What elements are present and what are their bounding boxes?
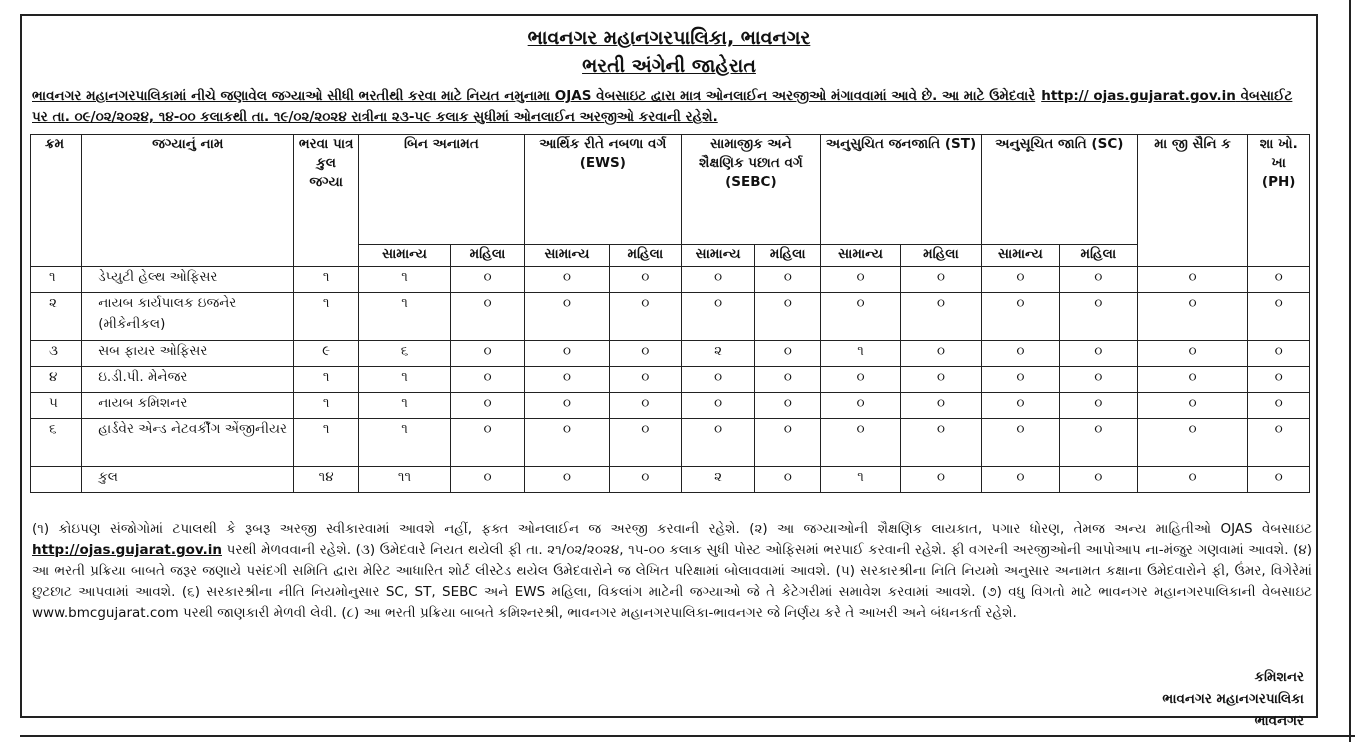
row-value-cell: ૦ (609, 293, 681, 341)
advertisement-frame (20, 14, 1318, 729)
row-value-cell: ૦ (524, 467, 609, 493)
row-value-cell: ૧ (821, 341, 901, 367)
row-post-name-cell: નાયબ કમિશનર (82, 393, 294, 419)
header-total: ભરવા પાત્ર કુલ જગ્યા (294, 135, 359, 267)
row-post-name-cell: કુલ (82, 467, 294, 493)
subheader-open-female: મહિલા (451, 245, 525, 267)
signatory-city: ભાવનગર (1254, 713, 1304, 729)
row-value-cell: ૦ (1248, 467, 1310, 493)
row-value-cell: ૦ (755, 293, 821, 341)
row-value-cell: ૦ (821, 367, 901, 393)
row-value-cell: ૦ (1137, 293, 1248, 341)
row-value-cell: ૦ (609, 267, 681, 293)
row-post-name-cell: નાયબ કાર્યપાલક ઇજનેર (મીકેનીકલ) (82, 293, 294, 341)
row-value-cell: ૦ (981, 419, 1059, 467)
row-value-cell: ૦ (1059, 393, 1137, 419)
table-row (31, 393, 1310, 419)
row-value-cell: ૦ (821, 393, 901, 419)
row-value-cell: ૦ (681, 367, 755, 393)
row-sr-cell: ૨ (31, 293, 82, 341)
row-post-name-cell: ડેપ્યુટી હેલ્થ ઓફિસર (82, 267, 294, 293)
row-value-cell: ૦ (1059, 467, 1137, 493)
signatory-title: કમિશનર (1254, 669, 1304, 685)
row-value-cell: ૦ (1059, 367, 1137, 393)
row-value-cell: ૦ (1248, 393, 1310, 419)
row-value-cell: ૦ (609, 419, 681, 467)
page-bottom-rule (20, 735, 1355, 737)
row-total-cell: ૯ (294, 341, 359, 367)
header-sc: અનુસૂચિત જાતિ (SC) (981, 135, 1137, 245)
subheader-open-general: સામાન્ય (358, 245, 450, 267)
subheader-sebc-female: મહિલા (755, 245, 821, 267)
page-title: ભાવનગર મહાનગરપાલિકા, ભાવનગર (527, 27, 811, 49)
subheader-st-general: સામાન્ય (821, 245, 901, 267)
header-ews: આર્થિક રીતે નબળા વર્ગ (EWS) (524, 135, 681, 245)
intro-text: ભાવનગર મહાનગરપાલિકામાં નીચે જણાવેલ જગ્યાઓ સીધી ભરતીથી કરવા માટે નિયત નમુનામા OJAS વેબસાઇટ દ્વારા માત્ર ઓનલાઈન અરજીઓ મંગાવવામાં આવે છે. આ માટે ઉમેદવારે (32, 88, 1036, 104)
subheader-sc-general: સામાન્ય (981, 245, 1059, 267)
signatory-org: ભાવનગર મહાનગરપાલિકા (1162, 691, 1304, 707)
intro-ojas-link[interactable]: http:// ojas.gujarat.gov.in (1041, 88, 1236, 104)
ojas-link[interactable]: http://ojas.gujarat.gov.in (32, 542, 222, 558)
row-sr-cell: ૫ (31, 393, 82, 419)
row-value-cell: ૦ (755, 341, 821, 367)
table-row (31, 293, 1310, 341)
row-value-cell: ૦ (1248, 367, 1310, 393)
row-value-cell: ૦ (1248, 419, 1310, 467)
row-value-cell: ૦ (1137, 367, 1248, 393)
row-total-cell: ૧ (294, 293, 359, 341)
row-value-cell: ૦ (901, 367, 982, 393)
intro-text-2: વેબસાઈટ પર તા. ૦૯/૦૨/૨૦૨૪, ૧૪-૦૦ કલાકથી તા. ૧૯/૦૨/૨૦૨૪ રાત્રીના ૨૩-૫૯ કલાક સુધીમાં ઓનલાઈન અરજીઓ કરવાની રહેશે. (32, 88, 1293, 125)
row-value-cell: ૦ (981, 393, 1059, 419)
row-total-cell: ૧ (294, 393, 359, 419)
row-value-cell: ૦ (451, 467, 525, 493)
row-value-cell: ૦ (901, 267, 982, 293)
row-value-cell: ૦ (681, 267, 755, 293)
row-value-cell: ૦ (1137, 341, 1248, 367)
header-ex-servicemen: મા જી સૈનિ ક (1137, 135, 1248, 267)
row-value-cell: ૦ (451, 293, 525, 341)
row-value-cell: ૦ (451, 267, 525, 293)
row-total-cell: ૧ (294, 419, 359, 467)
row-value-cell: ૦ (524, 341, 609, 367)
row-value-cell: ૦ (1059, 267, 1137, 293)
header-ph: શા ખો. ખા (PH) (1248, 135, 1310, 267)
row-value-cell: ૦ (755, 393, 821, 419)
row-value-cell: ૦ (901, 419, 982, 467)
row-post-name-cell: સબ ફાયર ઓફિસર (82, 341, 294, 367)
row-value-cell: ૨ (681, 467, 755, 493)
terms-text-1: (૧) કોઇપણ સંજોગોમાં ટપાલથી કે રૂબરૂ અરજી સ્વીકારવામાં આવશે નહીં, ફક્ત ઓનલાઈન જ અરજી કરવાની રહેશે. (૨) આ જગ્યાઓની શૈક્ષણિક લાયકાત, પગાર ધોરણ, તેમજ અન્ય માહિતીઓ OJAS વેબસાઇટ (32, 521, 1312, 537)
row-value-cell: ૧૧ (358, 467, 450, 493)
subheader-st-female: મહિલા (901, 245, 982, 267)
row-value-cell: ૦ (451, 419, 525, 467)
row-value-cell: ૧ (358, 267, 450, 293)
intro-paragraph (32, 86, 1310, 128)
row-value-cell: ૦ (451, 367, 525, 393)
table-total-row (31, 467, 1310, 493)
table-row (31, 341, 1310, 367)
header-post-name: જગ્યાનું નામ (82, 135, 294, 267)
row-total-cell: ૧ (294, 367, 359, 393)
subheader-ews-female: મહિલા (609, 245, 681, 267)
row-value-cell: ૦ (524, 419, 609, 467)
row-value-cell: ૦ (609, 393, 681, 419)
row-sr-cell: ૧ (31, 267, 82, 293)
terms-paragraph (32, 519, 1312, 624)
row-value-cell: ૦ (1137, 419, 1248, 467)
table-row (31, 267, 1310, 293)
row-value-cell: ૦ (1059, 293, 1137, 341)
table-row (31, 367, 1310, 393)
row-value-cell: ૦ (1059, 419, 1137, 467)
row-value-cell: ૦ (901, 341, 982, 367)
row-value-cell: ૦ (609, 341, 681, 367)
row-value-cell: ૧ (358, 419, 450, 467)
terms-text-2: પરથી મેળવવાની રહેશે. (૩) ઉમેદવારે નિયત થયેલી ફી તા. ૨૧/૦૨/૨૦૨૪, ૧૫-૦૦ કલાક સુધી પોસ્ટ ઓફિસમાં ભરપાઈ કરવાની રહેશે. ફી વગરની અરજીઓની આપોઆપ ના-મંજુર ગણવામાં આવશે. (૪) આ ભરતી પ્રક્રિયા બાબતે જરૂર જણાયે પસંદગી સમિતિ દ્વારા મેરિટ આધારિત શોર્ટ લીસ્ટેડ થયેલ ઉમેદવારોને જ લેખિત પરિક્ષામાં બોલાવવામાં આવશે. (૫) સરકારશ્રીના નિતિ નિયમો અનુસાર અનામત કક્ષાના ઉમેદવારોને ફી, ઉંમર, વિગેરેમાં છુટછાટ આપવામાં આવશે. (૬) સરકારશ્રીના નીતિ નિયમોનુસાર SC, ST, SEBC અને EWS મહિલા, વિકલાંગ માટેની જગ્યાઓ જે તે કેટેગરીમાં સમાવેશ કરવામાં આવશે. (૭) વધુ વિગતો માટે ભાવનગર મહાનગરપાલિકાની વેબસાઇટ www.bmcgujarat.com પરથી જાણકારી મેળવી લેવી. (૮) આ ભરતી પ્રક્રિયા બાબતે કમિશ્નરશ્રી, ભાવનગર મહાનગરપાલિકા-ભાવનગર જે નિર્ણય કરે તે આખરી અને બંધનકર્તા રહેશે. (32, 542, 1312, 621)
row-value-cell: ૦ (681, 419, 755, 467)
row-value-cell: ૦ (524, 293, 609, 341)
row-value-cell: ૦ (755, 267, 821, 293)
row-value-cell: ૧ (358, 393, 450, 419)
header-st: અનુસુચિત જનજાતિ (ST) (821, 135, 982, 245)
page-subtitle: ભરતી અંગેની જાહેરાત (582, 55, 756, 77)
row-value-cell: ૦ (524, 367, 609, 393)
row-value-cell: ૦ (451, 341, 525, 367)
header-sr: ક્રમ (31, 135, 82, 267)
row-value-cell: ૦ (755, 419, 821, 467)
subheader-sebc-general: સામાન્ય (681, 245, 755, 267)
row-value-cell: ૦ (755, 367, 821, 393)
row-value-cell: ૦ (1137, 467, 1248, 493)
row-post-name-cell: હાર્ડવેર એન્ડ નેટવર્કીંગ એંજીનીયર (82, 419, 294, 467)
row-value-cell: ૦ (901, 293, 982, 341)
row-value-cell: ૦ (821, 419, 901, 467)
subheader-ews-general: સામાન્ય (524, 245, 609, 267)
table-row (31, 419, 1310, 467)
row-sr-cell: ૬ (31, 419, 82, 467)
row-value-cell: ૦ (821, 267, 901, 293)
row-value-cell: ૧ (821, 467, 901, 493)
vacancy-table (30, 134, 1310, 493)
row-post-name-cell: ઇ.ડી.પી. મેનેજર (82, 367, 294, 393)
row-total-cell: ૧ (294, 267, 359, 293)
row-value-cell: ૦ (981, 467, 1059, 493)
row-value-cell: ૦ (901, 393, 982, 419)
row-value-cell: ૨ (681, 341, 755, 367)
header-sebc: સામાજીક અને શૈક્ષણિક પછાત વર્ગ (SEBC) (681, 135, 820, 245)
row-value-cell: ૦ (451, 393, 525, 419)
row-value-cell: ૦ (1059, 341, 1137, 367)
row-sr-cell: ૪ (31, 367, 82, 393)
subheader-sc-female: મહિલા (1059, 245, 1137, 267)
row-value-cell: ૧ (358, 293, 450, 341)
row-value-cell: ૦ (901, 467, 982, 493)
header-open: બિન અનામત (358, 135, 524, 245)
page-edge-rule (1349, 0, 1351, 742)
row-value-cell: ૦ (681, 393, 755, 419)
row-value-cell: ૦ (981, 341, 1059, 367)
row-value-cell: ૦ (755, 467, 821, 493)
row-total-cell: ૧૪ (294, 467, 359, 493)
row-value-cell: ૦ (609, 467, 681, 493)
row-value-cell: ૦ (609, 367, 681, 393)
row-value-cell: ૦ (981, 267, 1059, 293)
vacancy-rows (31, 267, 1310, 493)
row-value-cell: ૦ (1248, 267, 1310, 293)
row-value-cell: ૦ (1137, 393, 1248, 419)
row-sr-cell: ૩ (31, 341, 82, 367)
row-value-cell: ૧ (358, 367, 450, 393)
row-value-cell: ૦ (981, 367, 1059, 393)
row-sr-cell (31, 467, 82, 493)
row-value-cell: ૦ (1248, 341, 1310, 367)
row-value-cell: ૦ (1248, 293, 1310, 341)
row-value-cell: ૦ (981, 293, 1059, 341)
row-value-cell: ૦ (524, 393, 609, 419)
row-value-cell: ૦ (681, 293, 755, 341)
row-value-cell: ૦ (821, 293, 901, 341)
row-value-cell: ૬ (358, 341, 450, 367)
row-value-cell: ૦ (1137, 267, 1248, 293)
row-value-cell: ૦ (524, 267, 609, 293)
